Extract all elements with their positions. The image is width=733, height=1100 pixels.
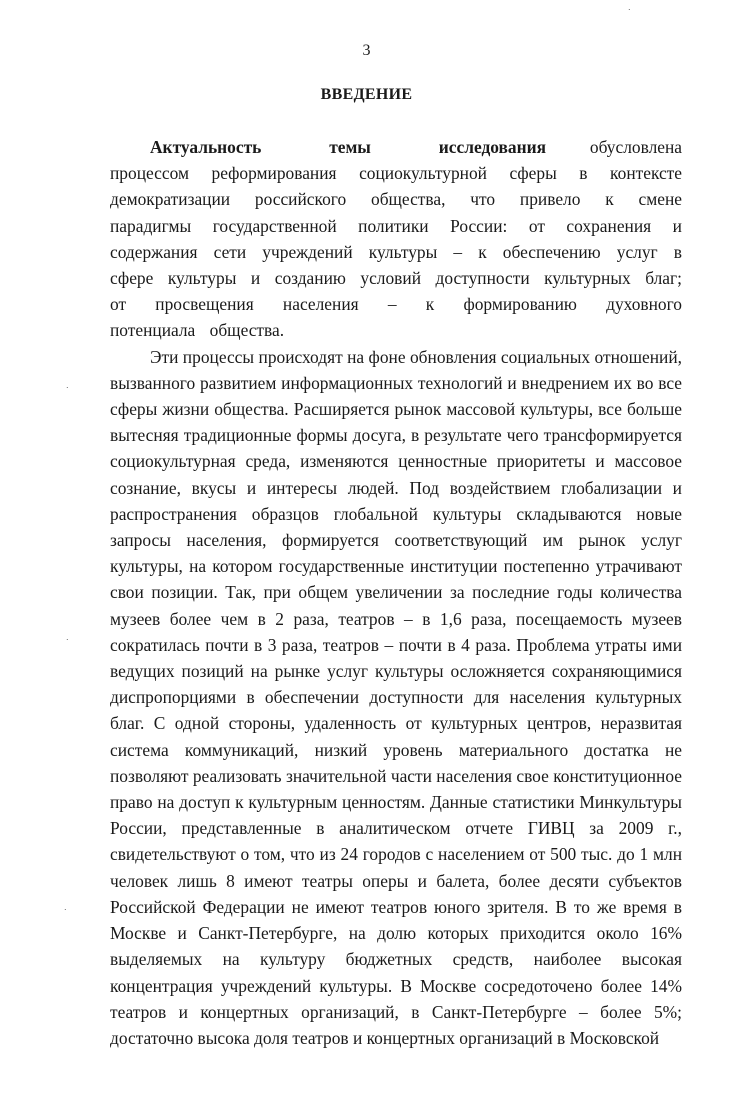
body-text [110, 134, 682, 1051]
paragraph-lead-bold: Актуальность темы исследования [150, 137, 547, 157]
scan-mark: . [628, 3, 631, 12]
scan-mark: . [64, 903, 67, 912]
paragraph-relevance [110, 134, 682, 344]
page-title: ВВЕДЕНИЕ [320, 86, 413, 103]
page-number: 3 [362, 42, 371, 59]
scan-mark: . [66, 381, 69, 390]
paragraph-text: обусловлена процессом реформирования социокультурной сферы в контексте демократизации российского общества, что привело к смене парадигмы государственной политики России: от сохранения и содержания сети учреждений культуры – к обеспечению услуг в сфере культуры и созданию условий доступности культурных благ; от просвещения населения – к формированию духовного потенциала общества. [110, 137, 683, 341]
paragraph-processes: Эти процессы происходят на фоне обновления социальных отношений, вызванного развитием информационных технологий и внедрением их во все сферы жизни общества. Расширяется рынок массовой культуры, все больше вытесняя традиционные формы досуга, в результате чего трансформируется социокультурная среда, изменяются ценностные приоритеты и массовое сознание, вкусы и интересы людей. Под воздействием глобализации и распространения образцов глобальной культуры складываются новые запросы населения, формируется соответствующий им рынок услуг культуры, на котором государственные институции постепенно утрачивают свои позиции. Так, при общем увеличении за последние годы количества музеев более чем в 2 раза, театров – в 1,6 раза, посещаемость музеев сократилась почти в 3 раза, театров – почти в 4 раза. Проблема утраты ими ведущих позиций на рынке услуг культуры осложняется сохраняющимися диспропорциями в обеспечении доступности для населения культурных благ. С одной стороны, удаленность от культурных центров, неразвитая система коммуникаций, низкий уровень материального достатка не позволяют реализовать значительной части населения свое конституционное право на доступ к культурным ценностям. Данные статистики Минкультуры России, представленные в аналитическом отчете ГИВЦ за 2009 г., свидетельствуют о том, что из 24 городов с населением от 500 тыс. до 1 млн человек лишь 8 имеют театры оперы и балета, более десяти субъектов Российской Федерации не имеют театров юного зрителя. В то же время в Москве и Санкт-Петербурге, на долю которых приходится около 16% выделяемых на культуру бюджетных средств, наиболее высокая концентрация учреждений культуры. В Москве сосредоточено более 14% театров и концертных организаций, в Санкт-Петербурге – более 5%; достаточно высока доля театров и концертных организаций в Московской [110, 346, 682, 1048]
scan-mark: . [66, 633, 69, 642]
